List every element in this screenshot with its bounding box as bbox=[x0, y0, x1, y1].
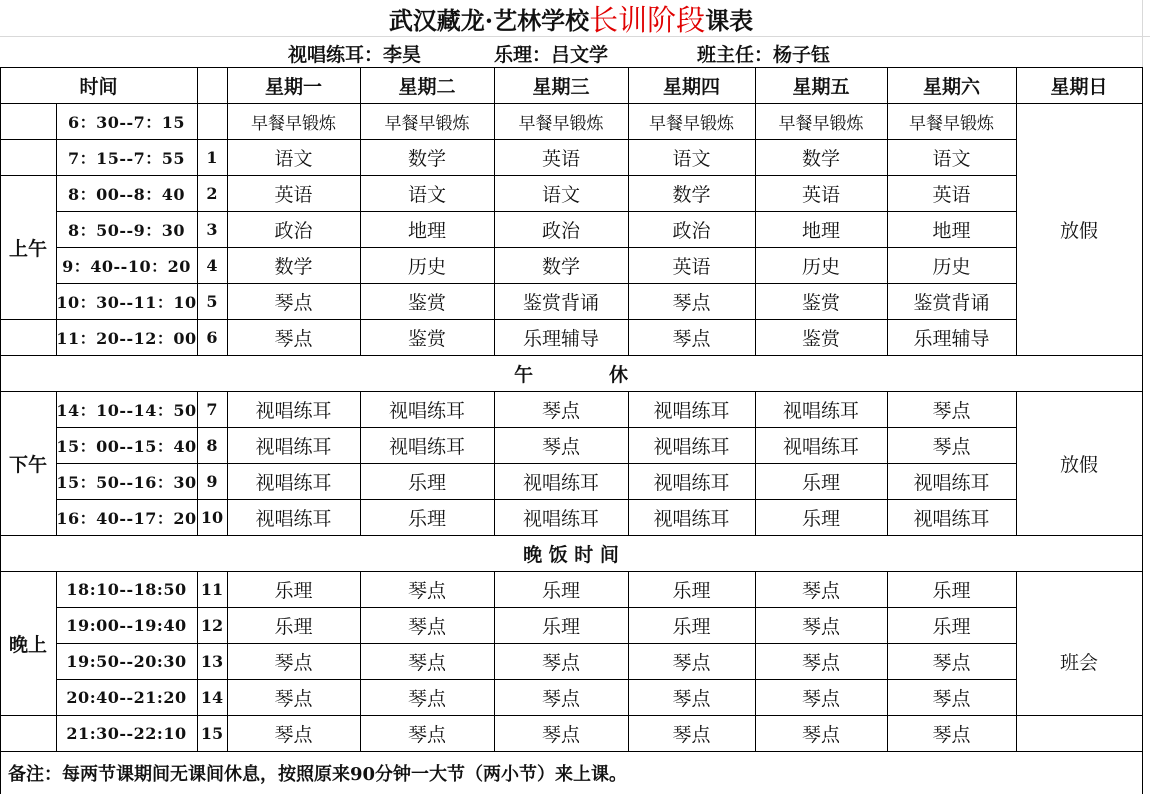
course-cell: 视唱练耳 bbox=[653, 471, 730, 494]
table-line bbox=[0, 139, 1016, 140]
course-cell: 琴点 bbox=[541, 435, 580, 458]
course-cell: 琴点 bbox=[932, 435, 971, 458]
time-slot: 9：40--10：20 bbox=[62, 256, 191, 276]
course-cell: 鉴赏背诵 bbox=[522, 291, 599, 314]
title-main: 武汉藏龙·艺林学校 bbox=[388, 6, 590, 35]
table-line bbox=[628, 391, 629, 535]
course-cell: 视唱练耳 bbox=[255, 435, 332, 458]
table-line bbox=[887, 67, 888, 355]
lesson-number: 5 bbox=[206, 291, 218, 311]
course-cell: 视唱练耳 bbox=[913, 507, 990, 530]
course-cell: 乐理 bbox=[801, 471, 840, 494]
course-cell: 乐理 bbox=[672, 615, 711, 638]
course-cell: 乐理 bbox=[274, 579, 313, 602]
table-line bbox=[494, 571, 495, 751]
course-cell: 历史 bbox=[801, 255, 840, 278]
time-slot: 15：00--15：40 bbox=[56, 436, 197, 456]
course-cell: 琴点 bbox=[274, 291, 313, 314]
staff-label: 乐理： bbox=[494, 43, 552, 66]
time-slot: 20:40--21:20 bbox=[66, 687, 187, 707]
table-line bbox=[0, 103, 1142, 104]
course-cell: 乐理辅导 bbox=[913, 327, 990, 350]
course-cell: 琴点 bbox=[672, 723, 711, 746]
table-line bbox=[755, 391, 756, 535]
course-cell: 琴点 bbox=[541, 723, 580, 746]
course-cell: 视唱练耳 bbox=[388, 435, 465, 458]
course-cell: 早餐早锻炼 bbox=[909, 113, 994, 134]
course-cell: 数学 bbox=[407, 147, 446, 170]
table-line bbox=[56, 283, 1016, 284]
time-slot: 16：40--17：20 bbox=[56, 508, 197, 528]
lesson-number: 8 bbox=[206, 435, 218, 455]
table-line bbox=[0, 751, 1142, 752]
table-line bbox=[227, 391, 228, 535]
course-cell: 视唱练耳 bbox=[913, 471, 990, 494]
lesson-number: 15 bbox=[200, 723, 224, 743]
course-cell: 视唱练耳 bbox=[255, 507, 332, 530]
course-cell: 鉴赏 bbox=[801, 291, 840, 314]
table-line bbox=[0, 715, 1142, 716]
sunday-evening: 班会 bbox=[1059, 651, 1098, 674]
course-cell: 语文 bbox=[672, 147, 711, 170]
course-cell: 琴点 bbox=[274, 327, 313, 350]
time-slot: 6：30--7：15 bbox=[67, 112, 186, 132]
table-line bbox=[197, 391, 198, 535]
time-slot: 8：50--9：30 bbox=[67, 220, 186, 240]
table-line bbox=[56, 427, 1016, 428]
time-slot: 21:30--22:10 bbox=[66, 723, 187, 743]
time-slot: 7：15--7：55 bbox=[67, 148, 186, 168]
course-cell: 视唱练耳 bbox=[653, 507, 730, 530]
table-line bbox=[0, 391, 1142, 392]
course-cell: 乐理 bbox=[932, 579, 971, 602]
course-cell: 视唱练耳 bbox=[255, 399, 332, 422]
staff-name: 吕文学 bbox=[551, 43, 609, 66]
course-cell: 琴点 bbox=[407, 579, 446, 602]
lesson-number: 6 bbox=[206, 327, 218, 347]
table-line bbox=[1016, 67, 1017, 355]
lesson-number: 3 bbox=[206, 219, 218, 239]
lesson-number bbox=[197, 103, 227, 139]
table-line bbox=[56, 607, 1016, 608]
course-cell: 琴点 bbox=[801, 615, 840, 638]
course-cell: 琴点 bbox=[932, 651, 971, 674]
course-cell: 乐理 bbox=[407, 507, 446, 530]
course-cell: 历史 bbox=[932, 255, 971, 278]
course-cell: 琴点 bbox=[672, 291, 711, 314]
course-cell: 乐理 bbox=[801, 507, 840, 530]
course-cell: 琴点 bbox=[407, 687, 446, 710]
table-line bbox=[360, 67, 361, 355]
title-suffix: 课表 bbox=[705, 6, 754, 35]
course-cell: 英语 bbox=[541, 147, 580, 170]
table-line bbox=[56, 463, 1016, 464]
course-cell: 视唱练耳 bbox=[255, 471, 332, 494]
course-cell: 乐理辅导 bbox=[522, 327, 599, 350]
course-cell: 数学 bbox=[274, 255, 313, 278]
course-cell: 琴点 bbox=[932, 399, 971, 422]
staff-solfege bbox=[288, 38, 468, 68]
course-cell: 地理 bbox=[407, 219, 446, 242]
table-line bbox=[0, 535, 1142, 536]
course-cell: 历史 bbox=[407, 255, 446, 278]
course-cell: 地理 bbox=[932, 219, 971, 242]
staff-label: 班主任： bbox=[697, 43, 774, 66]
course-cell: 英语 bbox=[672, 255, 711, 278]
table-line bbox=[56, 247, 1016, 248]
table-line bbox=[0, 355, 1142, 356]
table-line bbox=[360, 391, 361, 535]
table-line bbox=[887, 571, 888, 751]
course-cell: 语文 bbox=[932, 147, 971, 170]
course-cell: 琴点 bbox=[407, 615, 446, 638]
course-cell: 琴点 bbox=[801, 579, 840, 602]
lesson-number: 10 bbox=[200, 507, 224, 527]
course-cell: 琴点 bbox=[932, 723, 971, 746]
course-cell: 政治 bbox=[541, 219, 580, 242]
time-slot: 11：20--12：00 bbox=[56, 328, 197, 348]
time-slot: 14：10--14：50 bbox=[56, 400, 197, 420]
table-line bbox=[56, 571, 57, 751]
sunday-morning: 放假 bbox=[1059, 219, 1098, 242]
course-cell: 琴点 bbox=[541, 399, 580, 422]
course-cell: 鉴赏 bbox=[407, 291, 446, 314]
period-morning: 上午 bbox=[8, 237, 47, 260]
day-header: 星期三 bbox=[532, 75, 590, 98]
staff-name: 李昊 bbox=[383, 43, 422, 66]
day-header: 星期六 bbox=[922, 75, 980, 98]
table-line bbox=[1142, 67, 1143, 794]
table-line bbox=[56, 499, 1016, 500]
course-cell: 视唱练耳 bbox=[388, 399, 465, 422]
table-line bbox=[0, 67, 1142, 68]
course-cell: 琴点 bbox=[672, 327, 711, 350]
course-cell: 鉴赏背诵 bbox=[913, 291, 990, 314]
course-cell: 琴点 bbox=[407, 651, 446, 674]
table-line bbox=[1016, 571, 1017, 751]
course-cell: 视唱练耳 bbox=[522, 471, 599, 494]
course-cell: 乐理 bbox=[274, 615, 313, 638]
staff-label: 视唱练耳： bbox=[288, 43, 384, 66]
table-line bbox=[887, 391, 888, 535]
lesson-number: 2 bbox=[206, 183, 218, 203]
course-cell: 视唱练耳 bbox=[522, 507, 599, 530]
course-cell: 视唱练耳 bbox=[653, 399, 730, 422]
lesson-number: 4 bbox=[206, 255, 218, 275]
course-cell: 地理 bbox=[801, 219, 840, 242]
lesson-number: 7 bbox=[206, 399, 218, 419]
table-line bbox=[0, 319, 1016, 320]
table-line bbox=[56, 643, 1016, 644]
course-cell: 琴点 bbox=[801, 723, 840, 746]
table-line bbox=[360, 571, 361, 751]
time-slot: 19:00--19:40 bbox=[66, 615, 187, 635]
table-line bbox=[628, 571, 629, 751]
lesson-number: 13 bbox=[200, 651, 224, 671]
course-cell: 乐理 bbox=[932, 615, 971, 638]
course-cell: 乐理 bbox=[407, 471, 446, 494]
table-line bbox=[755, 571, 756, 751]
course-cell: 乐理 bbox=[672, 579, 711, 602]
page-title bbox=[0, 0, 1142, 37]
course-cell: 视唱练耳 bbox=[653, 435, 730, 458]
header-time: 时间 bbox=[79, 75, 118, 98]
noon-break: 午 休 bbox=[513, 363, 628, 386]
time-slot: 15：50--16：30 bbox=[56, 472, 197, 492]
course-cell: 琴点 bbox=[801, 687, 840, 710]
course-cell: 琴点 bbox=[541, 651, 580, 674]
lesson-number: 11 bbox=[200, 579, 224, 599]
course-cell: 琴点 bbox=[274, 723, 313, 746]
course-cell: 早餐早锻炼 bbox=[649, 113, 734, 134]
table-line bbox=[494, 391, 495, 535]
course-cell: 政治 bbox=[274, 219, 313, 242]
table-line bbox=[494, 67, 495, 355]
staff-theory bbox=[494, 38, 664, 68]
table-line bbox=[0, 175, 1016, 176]
footer-note: 备注：每两节课期间无课间休息，按照原来90分钟一大节（两小节）来上课。 bbox=[8, 764, 628, 785]
course-cell: 琴点 bbox=[407, 723, 446, 746]
course-cell: 琴点 bbox=[672, 687, 711, 710]
lesson-number: 9 bbox=[206, 471, 218, 491]
dinner-break: 晚 饭 时 间 bbox=[523, 543, 619, 566]
sunday-afternoon: 放假 bbox=[1059, 453, 1098, 476]
course-cell: 早餐早锻炼 bbox=[251, 113, 336, 134]
day-header: 星期四 bbox=[662, 75, 720, 98]
table-line bbox=[227, 571, 228, 751]
course-cell: 琴点 bbox=[274, 651, 313, 674]
course-cell: 琴点 bbox=[274, 687, 313, 710]
course-cell: 英语 bbox=[274, 183, 313, 206]
staff-headteacher bbox=[697, 38, 897, 68]
course-cell: 鉴赏 bbox=[801, 327, 840, 350]
day-header: 星期二 bbox=[398, 75, 456, 98]
course-cell: 鉴赏 bbox=[407, 327, 446, 350]
course-cell: 语文 bbox=[541, 183, 580, 206]
course-cell: 英语 bbox=[932, 183, 971, 206]
table-line bbox=[628, 67, 629, 355]
time-slot: 8：00--8：40 bbox=[67, 184, 186, 204]
sheet-gridline bbox=[1142, 0, 1150, 794]
course-cell: 琴点 bbox=[932, 687, 971, 710]
time-slot: 18:10--18:50 bbox=[66, 579, 187, 599]
table-line bbox=[227, 67, 228, 355]
table-line bbox=[197, 571, 198, 751]
table-line bbox=[56, 103, 57, 355]
table-line bbox=[56, 679, 1016, 680]
course-cell: 语文 bbox=[274, 147, 313, 170]
title-highlight: 长训阶段 bbox=[589, 3, 706, 37]
table-line bbox=[1016, 391, 1017, 535]
course-cell: 数学 bbox=[801, 147, 840, 170]
table-line bbox=[0, 571, 1142, 572]
course-cell: 乐理 bbox=[541, 615, 580, 638]
course-cell: 数学 bbox=[672, 183, 711, 206]
staff-name: 杨子钰 bbox=[773, 43, 831, 66]
table-line bbox=[56, 211, 1016, 212]
course-cell: 琴点 bbox=[672, 651, 711, 674]
course-cell: 语文 bbox=[407, 183, 446, 206]
period-evening: 晚上 bbox=[8, 633, 47, 656]
time-slot: 10：30--11：10 bbox=[56, 292, 197, 312]
table-line bbox=[755, 67, 756, 355]
course-cell: 英语 bbox=[801, 183, 840, 206]
course-cell: 早餐早锻炼 bbox=[384, 113, 470, 134]
course-cell: 早餐早锻炼 bbox=[518, 113, 604, 134]
course-cell: 乐理 bbox=[541, 579, 580, 602]
course-cell: 视唱练耳 bbox=[782, 399, 859, 422]
course-cell: 数学 bbox=[541, 255, 580, 278]
header-sunday: 星期日 bbox=[1050, 75, 1108, 98]
lesson-number: 1 bbox=[206, 147, 218, 167]
day-header: 星期一 bbox=[264, 75, 322, 98]
course-cell: 视唱练耳 bbox=[782, 435, 859, 458]
time-slot: 19:50--20:30 bbox=[66, 651, 187, 671]
course-cell: 政治 bbox=[672, 219, 711, 242]
period-afternoon: 下午 bbox=[8, 453, 47, 476]
course-cell: 琴点 bbox=[541, 687, 580, 710]
table-line bbox=[56, 391, 57, 535]
day-header: 星期五 bbox=[792, 75, 850, 98]
course-cell: 早餐早锻炼 bbox=[778, 113, 864, 134]
table-line bbox=[197, 67, 198, 355]
course-cell: 琴点 bbox=[801, 651, 840, 674]
lesson-number: 14 bbox=[200, 687, 224, 707]
lesson-number: 12 bbox=[200, 615, 224, 635]
table-line bbox=[0, 67, 1, 794]
